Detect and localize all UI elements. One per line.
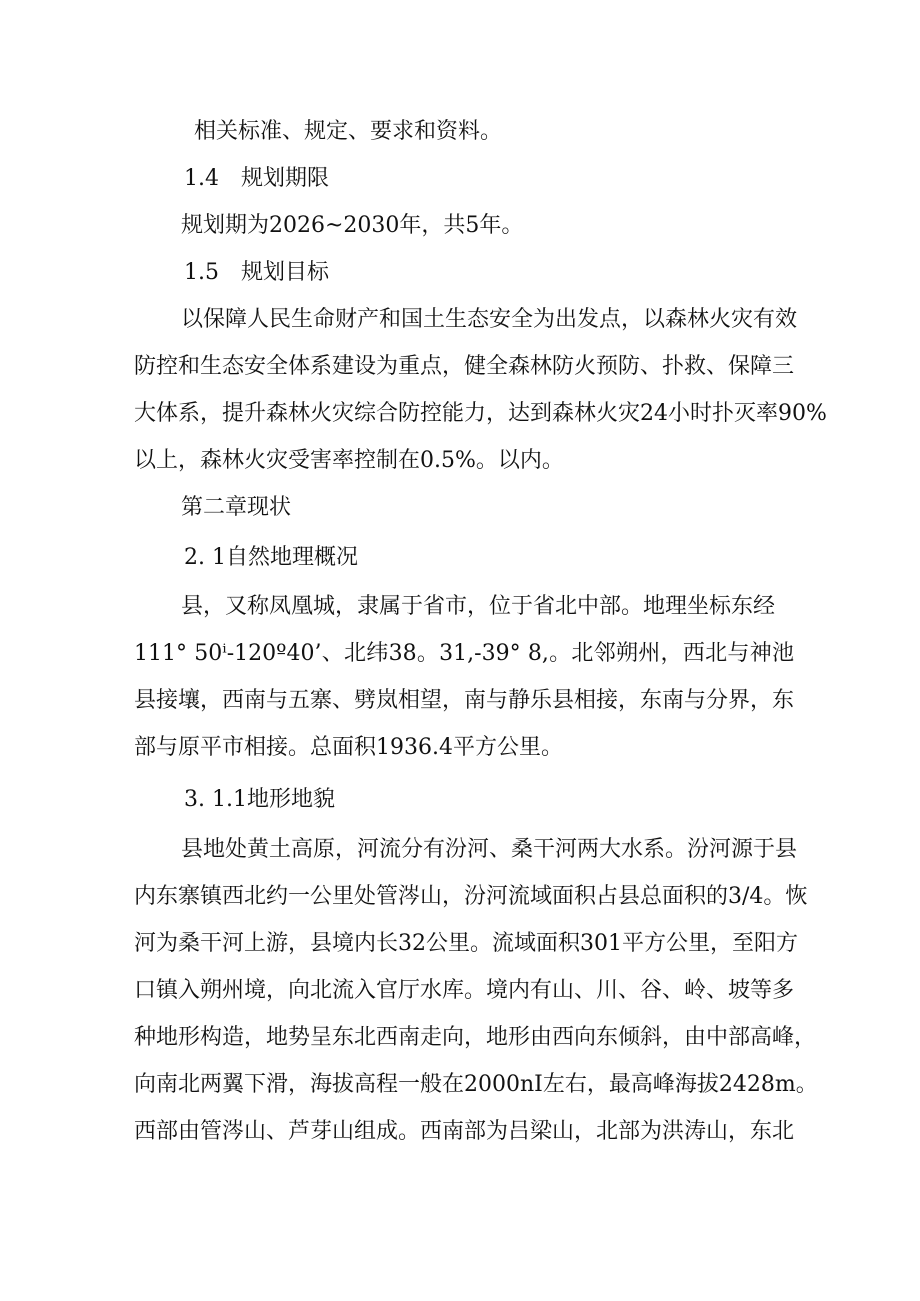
paragraph-line: 县，又称凤凰城，隶属于省市，位于省北中部。地理坐标东经 — [181, 594, 776, 619]
paragraph-line: 部与原平市相接。总面积1936.4平方公里。 — [134, 735, 563, 760]
paragraph-line: 以上，森林火灾受害率控制在0.5%。以内。 — [134, 448, 564, 473]
section-heading-3-1-1: 3. 1.1地形地貌 — [184, 787, 335, 812]
chapter-heading: 第二章现状 — [181, 495, 292, 520]
paragraph-line: 防控和生态安全体系建设为重点，健全森林防火预防、扑救、保障三 — [134, 354, 795, 379]
paragraph-line: 县接壤，西南与五寨、劈岚相望，南与静乐县相接，东南与分界，东 — [134, 688, 795, 713]
paragraph-line: 种地形构造，地势呈东北西南走向，地形由西向东倾斜，由中部高峰， — [134, 1025, 817, 1050]
paragraph-line: 大体系，提升森林火灾综合防控能力，达到森林火灾24小时扑灭率90% — [134, 401, 827, 426]
section-heading-1-5: 1.5 规划目标 — [184, 260, 329, 285]
text-line: 相关标准、规定、要求和资料。 — [194, 119, 503, 144]
paragraph-line: 口镇入朔州境，向北流入官厅水库。境内有山、川、谷、岭、坡等多 — [134, 978, 795, 1003]
paragraph-line: 西部由管涔山、芦芽山组成。西南部为吕梁山，北部为洪涛山，东北 — [134, 1119, 795, 1144]
paragraph-line: 向南北两翼下滑，海拔高程一般在2000nI左右，最高峰海拔2428m。 — [134, 1072, 818, 1097]
text-line: 规划期为2026~2030年，共5年。 — [181, 213, 524, 238]
paragraph-line: 县地处黄土高原，河流分有汾河、桑干河两大水系。汾河源于县 — [181, 837, 798, 862]
paragraph-line: 111° 50ⁱ-120º40’、北纬38。31,-39° 8,。北邻朔州，西北与神池 — [134, 641, 794, 666]
paragraph-line: 以保障人民生命财产和国土生态安全为出发点，以森林火灾有效 — [181, 307, 798, 332]
section-heading-1-4: 1.4 规划期限 — [184, 166, 329, 191]
paragraph-line: 内东寨镇西北约一公里处管涔山，汾河流域面积占县总面积的3/4。恢 — [134, 884, 808, 909]
paragraph-line: 河为桑干河上游，县境内长32公里。流域面积301平方公里，至阳方 — [134, 931, 798, 956]
section-heading-2-1: 2. 1自然地理概况 — [184, 545, 358, 570]
